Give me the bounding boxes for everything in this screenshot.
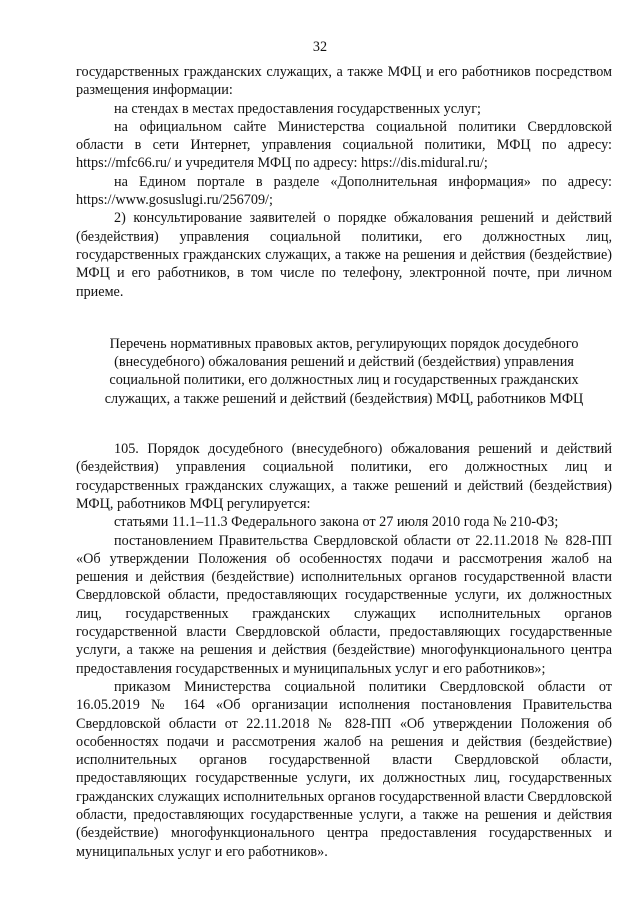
paragraph-government-decree: постановлением Правительства Свердловской области от 22.11.2018 № 828-ПП «Об утверждении Положения об особенностях подачи и рассмотрения жалоб на решения и действия (бездействие) исполнительных органов государственной власти Свердловской области, предоставляющих государственные услуги, их должностных лиц, государственных гражданских служащих исполнительных органов государственной власти Свердловской области, предоставляющих государственные услуги, а также на решения и действия (бездействие) многофункционального центра предоставления государственных и муниципальных услуг и его работников»; xyxy=(76,532,612,677)
paragraph-continuation: государственных гражданских служащих, а также МФЦ и его работников посредством размещения информации: xyxy=(76,64,612,99)
paragraph-105: 105. Порядок досудебного (внесудебного) обжалования решений и действий (бездействия) управления социальной политики, его должностных лиц и государственных гражданских служащих, а также решений и действий (бездействия) МФЦ, работников МФЦ регулируется: xyxy=(76,441,612,512)
section-heading: Перечень нормативных правовых актов, регулирующих порядок досудебного (внесудебного) обжалования решений и действий (бездействия) управления социальной политики, его должностных лиц и государственных гражданских служащих, а также решений и действий (бездействия) МФЦ, работников МФЦ xyxy=(104,335,584,407)
paragraph-stands: на стендах в местах предоставления государственных услуг; xyxy=(114,100,481,117)
page-number: 32 xyxy=(312,39,328,55)
paragraph-official-site: на официальном сайте Министерства социальной политики Свердловской области в сети Интернет, управления социальной политики, МФЦ по адресу: https://mfc66.ru/ и учредителя МФЦ по адресу: https://dis.midural.ru/; xyxy=(76,118,612,172)
document-body xyxy=(76,63,612,861)
paragraph-federal-law: статьями 11.1–11.3 Федерального закона от 27 июля 2010 года № 210-ФЗ; xyxy=(114,514,559,531)
paragraph-unified-portal: на Едином портале в разделе «Дополнительная информация» по адресу: https://www.gosuslugi.ru/256709/; xyxy=(76,173,612,209)
paragraph-ministry-order: приказом Министерства социальной политики Свердловской области от 16.05.2019 № 164 «Об организации исполнения постановления Правительства Свердловской области от 22.11.2018 № 828-ПП «Об утверждении Положения об особенностях подачи и рассмотрения жалоб на решения и действия (бездействие) исполнительных органов государственной власти Свердловской области, предоставляющих государственные услуги, их должностных лиц, государственных гражданских служащих исполнительных органов государственной власти Свердловской области, предоставляющих государственные услуги, а также на решения и действия (бездействие) многофункционального центра предоставления государственных и муниципальных услуг и его работников». xyxy=(76,678,612,860)
paragraph-consulting: 2) консультирование заявителей о порядке обжалования решений и действий (бездействия) управления социальной политики, его должностных лиц, государственных гражданских служащих, а также на решения и действия (бездействие) МФЦ и его работников, в том числе по телефону, электронной почте, при личном приеме. xyxy=(76,210,612,300)
